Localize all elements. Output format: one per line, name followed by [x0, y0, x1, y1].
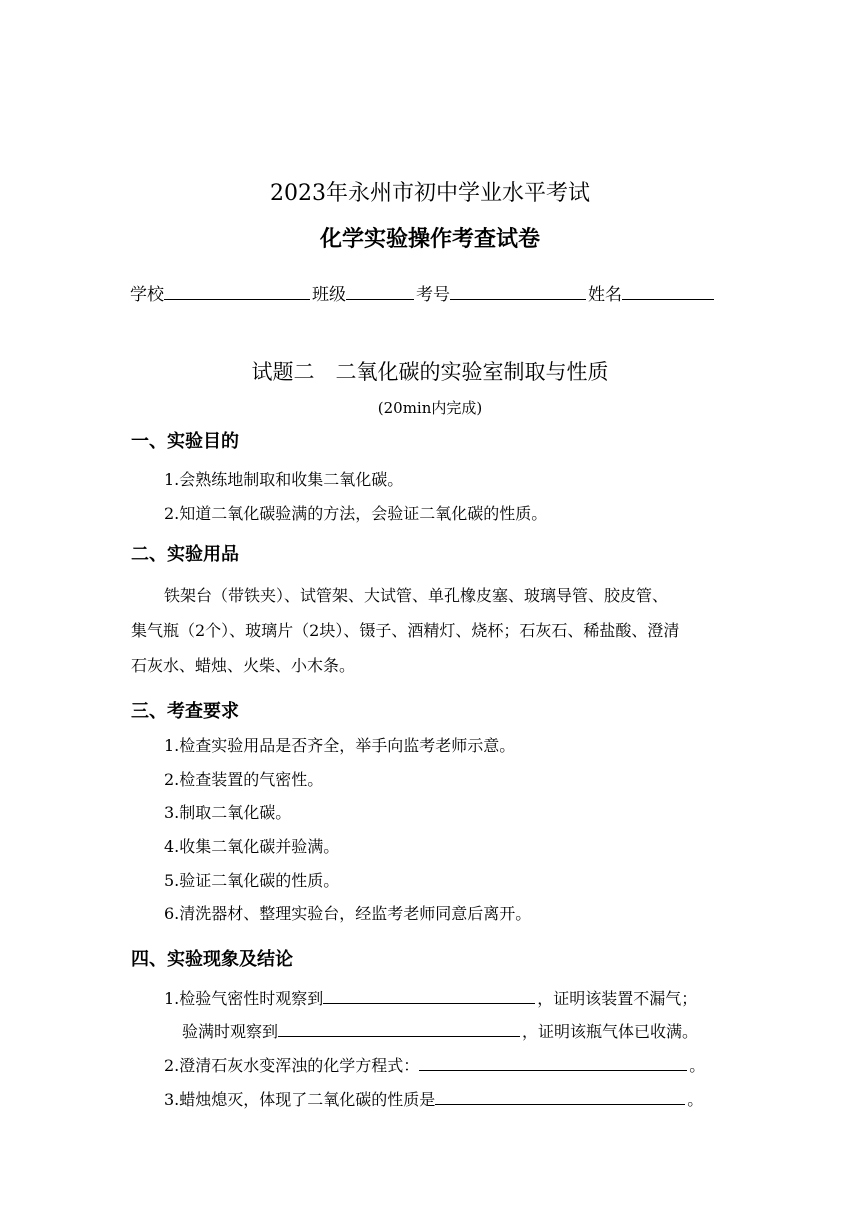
name-label: 姓名: [588, 285, 622, 305]
purpose-item: 2.知道二氧化碳验满的方法，会验证二氧化碳的性质。: [164, 504, 548, 523]
requirement-item: 5.验证二氧化碳的性质。: [164, 871, 340, 890]
requirement-item: 6.清洗器材、整理实验台，经监考老师同意后离开。: [164, 904, 532, 923]
requirement-item: 2.检查装置的气密性。: [164, 770, 324, 789]
school-blank[interactable]: [164, 283, 310, 300]
section-heading-purpose: 一、实验目的: [131, 431, 239, 452]
name-blank[interactable]: [622, 283, 714, 300]
result-question-1b: 验满时观察到 ，证明该瓶气体已收满。: [182, 1022, 699, 1041]
question-title: 试题二 二氧化碳的实验室制取与性质: [251, 360, 609, 384]
exam-number-label: 考号: [416, 285, 450, 305]
section-heading-results: 四、实验现象及结论: [131, 949, 293, 970]
result-question-3: 3.蜡烛熄灭，体现了二氧化碳的性质是 。: [164, 1090, 704, 1109]
class-blank[interactable]: [346, 283, 414, 300]
section-heading-materials: 二、实验用品: [131, 544, 239, 565]
answer-blank-equation[interactable]: [419, 1054, 687, 1071]
requirement-item: 4.收集二氧化碳并验满。: [164, 837, 340, 856]
answer-blank-airtightness[interactable]: [323, 987, 535, 1004]
materials-line: 石灰水、蜡烛、火柴、小木条。: [131, 656, 356, 675]
purpose-item: 1.会熟练地制取和收集二氧化碳。: [164, 470, 404, 489]
exam-number-blank[interactable]: [450, 283, 586, 300]
answer-blank-full-check[interactable]: [278, 1020, 520, 1037]
materials-line: 铁架台（带铁夹）、试管架、大试管、单孔橡皮塞、玻璃导管、胶皮管、: [164, 586, 669, 605]
materials-line: 集气瓶（2个）、玻璃片（2块）、镊子、酒精灯、烧杯；石灰石、稀盐酸、澄清: [131, 621, 680, 640]
requirement-item: 3.制取二氧化碳。: [164, 803, 292, 822]
result-question-1a: 1.检验气密性时观察到 ，证明该装置不漏气；: [164, 989, 698, 1008]
time-limit: (20min内完成): [377, 399, 483, 417]
student-info-line: [130, 280, 716, 305]
school-label: 学校: [130, 285, 164, 305]
class-label: 班级: [312, 285, 346, 305]
requirement-item: 1.检查实验用品是否齐全，举手向监考老师示意。: [164, 736, 516, 755]
exam-title: 2023年永州市初中学业水平考试: [270, 181, 590, 206]
result-question-2: 2.澄清石灰水变浑浊的化学方程式： 。: [164, 1056, 706, 1075]
answer-blank-property[interactable]: [435, 1088, 685, 1105]
section-heading-requirements: 三、考查要求: [131, 701, 239, 722]
paper-subtitle: 化学实验操作考查试卷: [319, 227, 540, 252]
